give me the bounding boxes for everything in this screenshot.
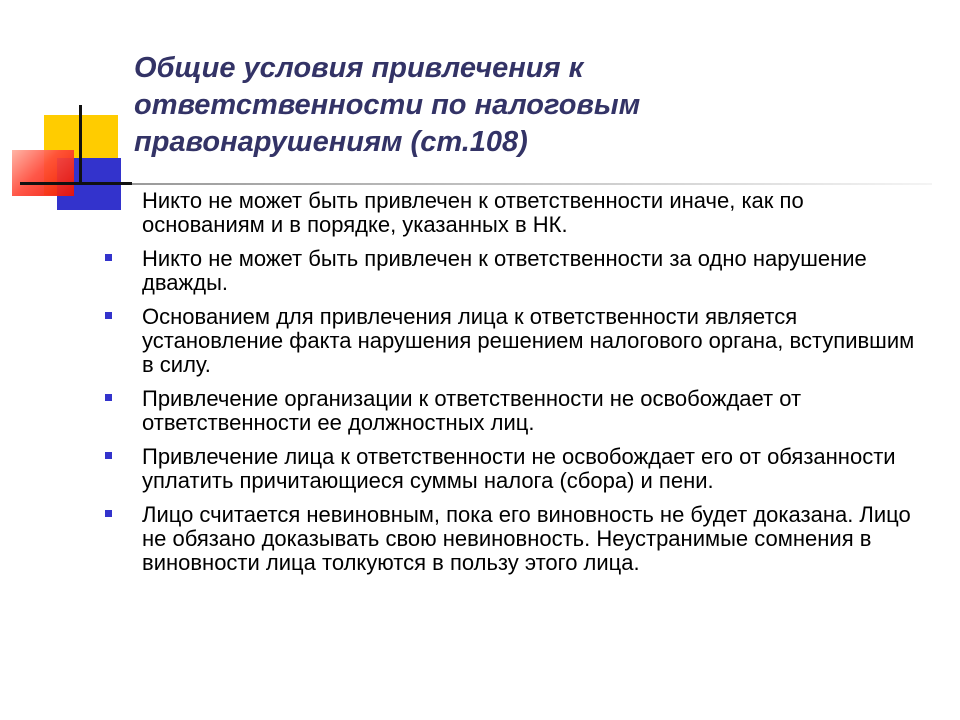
bullet-item xyxy=(105,445,920,493)
title-underline xyxy=(132,183,932,185)
bullet-item xyxy=(105,247,920,295)
square-bullet-icon xyxy=(105,254,112,261)
bullet-text: Никто не может быть привлечен к ответственности иначе, как по основаниям и в порядке, указанных в НК. xyxy=(142,188,804,237)
bullet-item xyxy=(105,503,920,575)
bullet-list xyxy=(105,189,920,585)
title-line: ответственности по налоговым xyxy=(134,89,641,121)
square-bullet-icon xyxy=(105,510,112,517)
bullet-text: Привлечение лица к ответственности не освобождает его от обязанности уплатить причитающиеся суммы налога (сбора) и пени. xyxy=(142,444,896,493)
title-line: Общие условия привлечения к xyxy=(134,52,584,84)
bullet-text: Лицо считается невиновным, пока его виновность не будет доказана. Лицо не обязано доказывать свою невиновность. Неустранимые сомнения в виновности лица толкуются в пользу этого лица. xyxy=(142,502,911,575)
decor-horizontal-line xyxy=(20,182,132,185)
square-bullet-icon xyxy=(105,452,112,459)
bullet-item xyxy=(105,387,920,435)
square-bullet-icon xyxy=(105,312,112,319)
decor-vertical-line xyxy=(79,105,82,185)
bullet-text: Никто не может быть привлечен к ответственности за одно нарушение дважды. xyxy=(142,246,867,295)
bullet-item xyxy=(105,305,920,377)
title-line: правонарушениям (ст.108) xyxy=(134,126,528,158)
decor-red-square xyxy=(12,150,74,196)
slide-title xyxy=(134,50,914,161)
square-bullet-icon xyxy=(105,196,112,203)
bullet-item xyxy=(105,189,920,237)
bullet-text: Привлечение организации к ответственности не освобождает от ответственности ее должностных лиц. xyxy=(142,386,802,435)
square-bullet-icon xyxy=(105,394,112,401)
bullet-text: Основанием для привлечения лица к ответственности является установление факта нарушения решением налогового органа, вступившим в силу. xyxy=(142,304,915,377)
